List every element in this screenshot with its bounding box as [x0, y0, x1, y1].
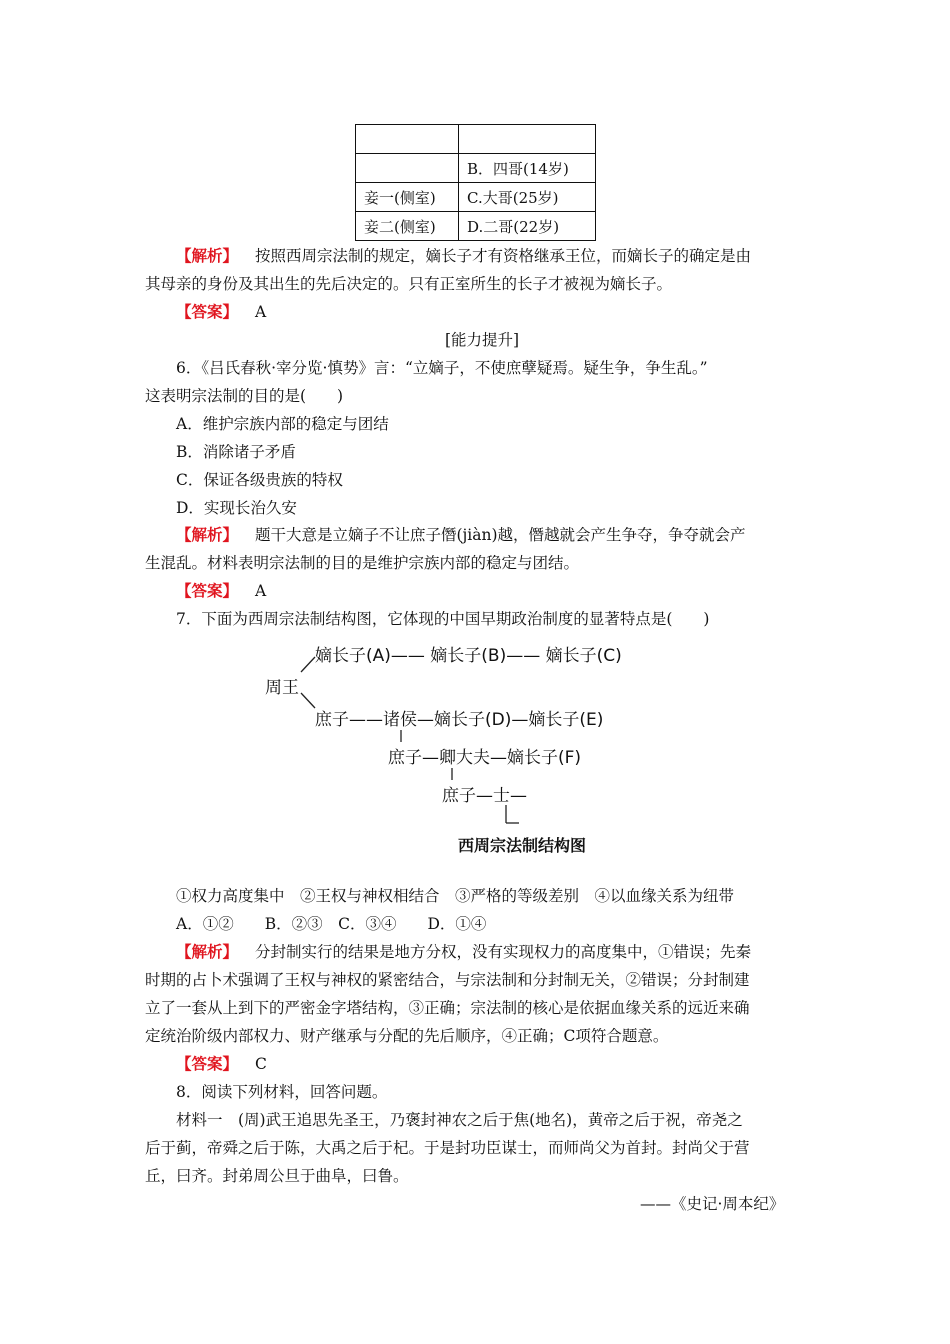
answer-tag: 【答案】 [176, 303, 239, 321]
table-row [356, 154, 596, 183]
table-cell: B．四哥(14岁) [459, 154, 596, 183]
section-title: [能力提升] [445, 331, 520, 349]
table-row [356, 212, 596, 241]
answer-value: A [254, 582, 267, 600]
analysis-tag: 【解析】 [176, 943, 239, 961]
q8-material-line1: 材料一 (周)武王追思先圣王，乃褒封神农之后于焦(地名)，黄帝之后于祝，帝尧之 [176, 1111, 743, 1129]
q8-material-line3: 丘，曰齐。封弟周公旦于曲阜，曰鲁。 [145, 1167, 409, 1185]
answer-tag: 【答案】 [176, 1055, 239, 1073]
q6-stem-line1: 6．《吕氏春秋·宰分览·慎势》言：“立嫡子，不使庶孽疑焉。疑生争，争生乱。” [176, 359, 708, 377]
q8-material-line2: 后于蓟，帝舜之后于陈，大禹之后于杞。于是封功臣谋士，而师尚父为首封。封尚父于营 [145, 1139, 750, 1157]
zongfa-structure-diagram [255, 635, 695, 865]
diagram-king: 周王 [265, 678, 299, 698]
q5-analysis-line1 [176, 244, 751, 266]
q5-analysis-line2: 其母亲的身份及其出生的先后决定的。只有正室所生的长子才被视为嫡长子。 [145, 275, 673, 293]
q6-analysis-line1 [176, 523, 746, 545]
q6-option-a: A．维护宗族内部的稳定与团结 [176, 415, 389, 433]
q6-option-c: C．保证各级贵族的特权 [176, 471, 343, 489]
diagram-row4: 庶子—士— [442, 786, 527, 806]
diagram-row1: 嫡长子(A)—— 嫡长子(B)—— 嫡长子(C) [315, 646, 622, 666]
answer-value: A [254, 303, 267, 321]
table-cell: D.二哥(22岁) [459, 212, 596, 241]
q7-analysis-line2: 时期的占卜术强调了王权与神权的紧密结合，与宗法制和分封制无关，②错误；分封制建 [145, 971, 750, 989]
diagram-row2: 庶子——诸侯—嫡长子(D)—嫡长子(E) [315, 710, 604, 730]
q8-stem: 8．阅读下列材料，回答问题。 [176, 1083, 388, 1101]
q7-analysis-line3: 立了一套从上到下的严密金字塔结构，③正确；宗法制的核心是依据血缘关系的远近来确 [145, 999, 750, 1017]
table-cell [459, 125, 596, 154]
q7-analysis-line4: 定统治阶级内部权力、财产继承与分配的先后顺序，④正确；C项符合题意。 [145, 1027, 669, 1045]
table-cell: 妾二(侧室) [356, 212, 459, 241]
diagram-row3: 庶子—卿大夫—嫡长子(F) [388, 748, 582, 768]
table-row [356, 183, 596, 212]
q7-options: A．①② B．②③ C．③④ D．①④ [176, 915, 487, 933]
table-cell [356, 125, 459, 154]
analysis-tag: 【解析】 [176, 526, 239, 544]
q6-analysis-line2: 生混乱。材料表明宗法制的目的是维护宗族内部的稳定与团结。 [145, 554, 580, 572]
q5-answer [176, 300, 266, 322]
q7-analysis-line1 [176, 940, 751, 962]
options-table [355, 124, 596, 241]
q6-stem-line2: 这表明宗法制的目的是( ) [145, 387, 344, 405]
answer-tag: 【答案】 [176, 582, 239, 600]
diagram-caption: 西周宗法制结构图 [458, 836, 587, 855]
table-cell [356, 154, 459, 183]
analysis-text: 题干大意是立嫡子不让庶子僭(jiàn)越，僭越就会产生争夺，争夺就会产 [254, 526, 746, 544]
table-cell: 妾一(侧室) [356, 183, 459, 212]
table-row [356, 125, 596, 154]
table-cell: C.大哥(25岁) [459, 183, 596, 212]
analysis-text: 分封制实行的结果是地方分权，没有实现权力的高度集中，①错误；先秦 [254, 943, 751, 961]
q7-choices: ①权力高度集中 ②王权与神权相结合 ③严格的等级差别 ④以血缘关系为纽带 [176, 887, 735, 905]
q6-option-b: B．消除诸子矛盾 [176, 443, 296, 461]
q6-option-d: D．实现长治久安 [176, 499, 297, 517]
analysis-tag: 【解析】 [176, 247, 239, 265]
q6-answer [176, 579, 266, 601]
analysis-text: 按照西周宗法制的规定，嫡长子才有资格继承王位，而嫡长子的确定是由 [254, 247, 751, 265]
q8-source: ——《史记·周本纪》 [640, 1195, 785, 1213]
q7-stem: 7．下面为西周宗法制结构图，它体现的中国早期政治制度的显著特点是( ) [176, 610, 710, 628]
q7-answer [176, 1052, 267, 1074]
answer-value: C [254, 1055, 267, 1073]
